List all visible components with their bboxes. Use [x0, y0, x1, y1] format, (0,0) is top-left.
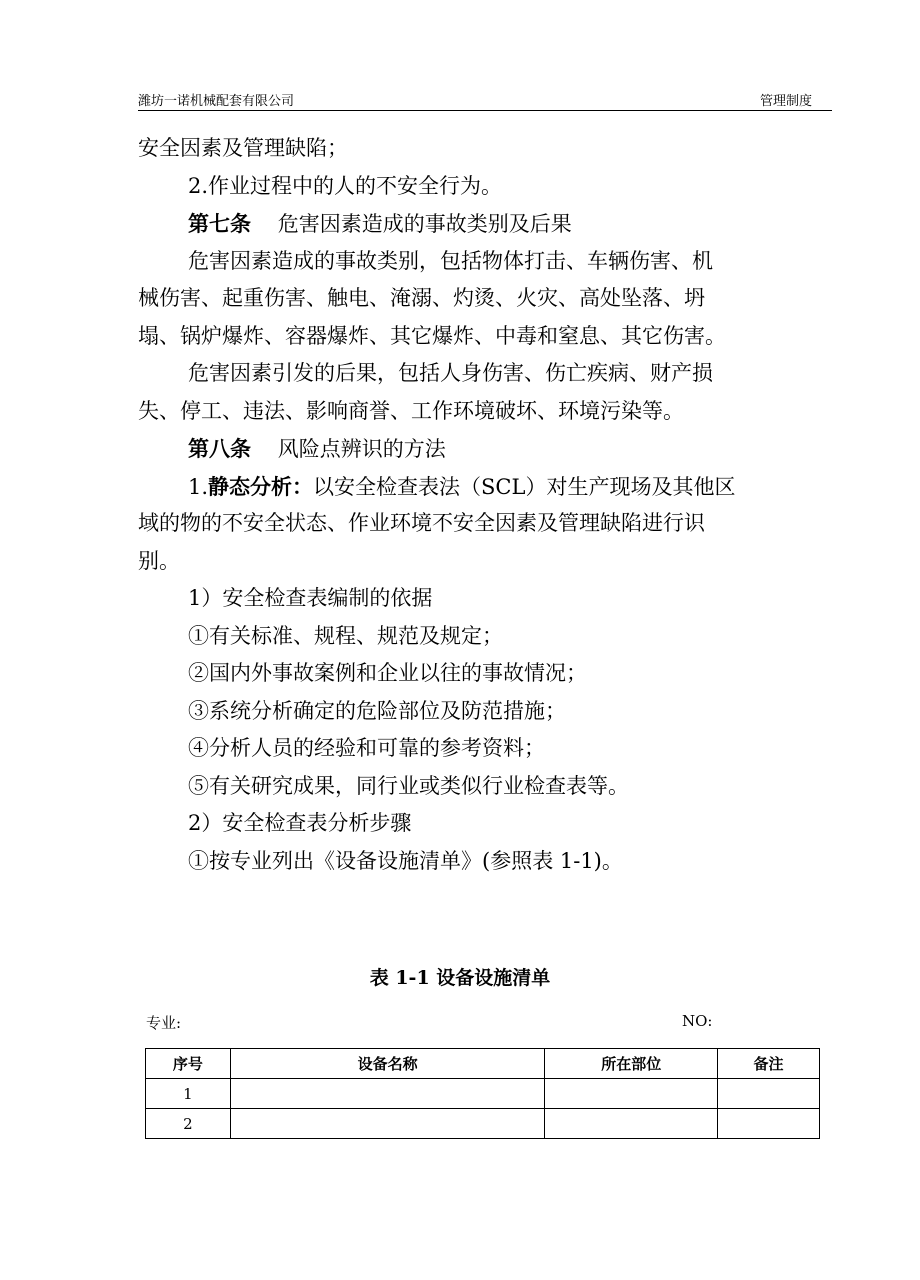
- list-item: ①按专业列出《设备设施清单》(参照表 1-1)。: [188, 848, 623, 873]
- table-header-row: [146, 1049, 820, 1079]
- list-heading: 1）安全检查表编制的依据: [188, 586, 433, 610]
- list-heading: 2）安全检查表分析步骤: [188, 811, 412, 835]
- article-8-label: 第八条: [188, 436, 251, 461]
- article-7-label: 第七条: [188, 211, 251, 236]
- list-item: ④分析人员的经验和可靠的参考资料；: [188, 736, 545, 760]
- list-item: ①有关标准、规程、规范及规定；: [188, 623, 503, 648]
- column-header-seq: 序号: [146, 1049, 231, 1079]
- list-item: ⑤有关研究成果，同行业或类似行业检查表等。: [188, 773, 629, 798]
- article-7-heading: [138, 205, 832, 243]
- table-cell: 2: [146, 1109, 231, 1139]
- table-cell: [545, 1079, 718, 1109]
- paragraph-line: 塌、锅炉爆炸、容器爆炸、其它爆炸、中毒和窒息、其它伤害。: [138, 323, 726, 348]
- column-header-equipment-name: 设备名称: [230, 1049, 545, 1079]
- table-row: [146, 1109, 820, 1139]
- page-header: [138, 90, 832, 111]
- article-8-title: 风险点辨识的方法: [277, 437, 446, 461]
- equipment-table: [145, 1048, 820, 1139]
- paragraph-line: 域的物的不安全状态、作业环境不安全因素及管理缺陷进行识: [138, 511, 705, 535]
- column-header-remarks: 备注: [718, 1049, 820, 1079]
- table-cell: [230, 1079, 545, 1109]
- document-body: [138, 130, 832, 880]
- table-cell: 1: [146, 1079, 231, 1109]
- column-header-location: 所在部位: [545, 1049, 718, 1079]
- paragraph-line: 危害因素造成的事故类别，包括物体打击、车辆伤害、机: [188, 248, 713, 273]
- paragraph-line: 危害因素引发的后果，包括人身伤害、伤亡疾病、财产损: [188, 361, 713, 385]
- static-analysis-label: 静态分析：: [208, 473, 314, 499]
- paragraph-line: 2.作业过程中的人的不安全行为。: [188, 173, 503, 198]
- list-item: ②国内外事故案例和企业以往的事故情况；: [188, 661, 587, 685]
- table-row: [146, 1079, 820, 1109]
- company-name: 潍坊一诺机械配套有限公司: [138, 94, 295, 109]
- table-cell: [545, 1109, 718, 1139]
- list-item: ③系统分析确定的危险部位及防范措施；: [188, 698, 566, 723]
- specialty-label: 专业:: [146, 1014, 182, 1032]
- table-title: 表 1-1 设备设施清单: [369, 967, 551, 989]
- table-cell: [718, 1079, 820, 1109]
- static-analysis-text: 以安全检查表法（SCL）对生产现场及其他区: [313, 474, 736, 499]
- number-label: NO:: [682, 1012, 713, 1030]
- article-7-title: 危害因素造成的事故类别及后果: [277, 212, 572, 236]
- item-number: 1.: [188, 474, 209, 499]
- paragraph-line: 失、停工、违法、影响商誉、工作环境破坏、环境污染等。: [138, 398, 684, 423]
- table-cell: [718, 1109, 820, 1139]
- paragraph-line: 别。: [138, 548, 180, 573]
- paragraph-line: 械伤害、起重伤害、触电、淹溺、灼烫、火灾、高处坠落、坍: [138, 286, 705, 310]
- paragraph-line: 安全因素及管理缺陷；: [138, 136, 348, 160]
- table-cell: [230, 1109, 545, 1139]
- static-analysis-line: [138, 468, 832, 506]
- document-type: 管理制度: [759, 94, 812, 109]
- article-8-heading: [138, 430, 832, 468]
